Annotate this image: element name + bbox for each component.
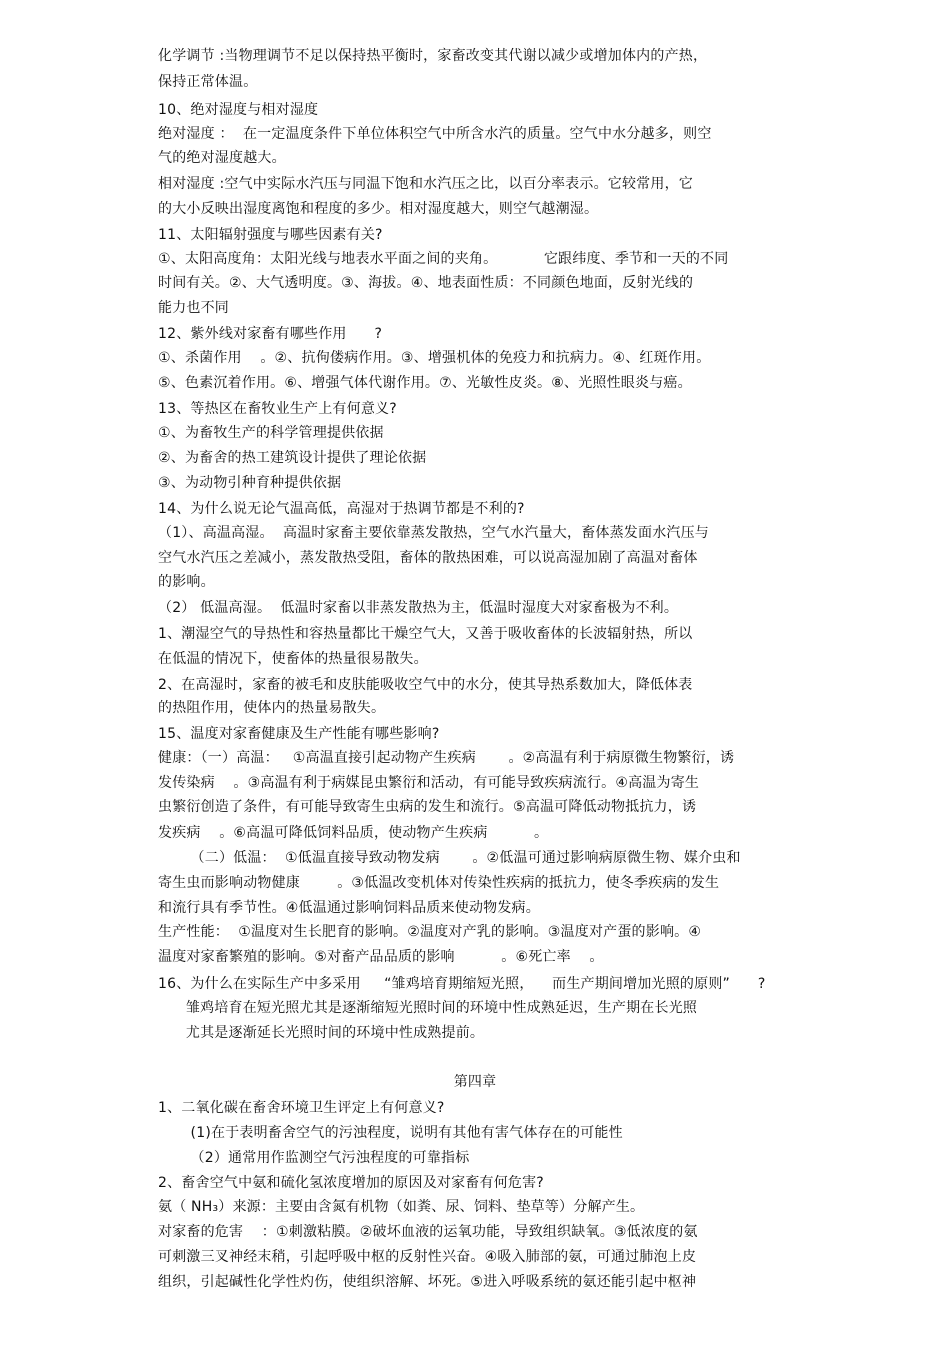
section-heading: 16、为什么在实际生产中多采用 “雏鸡培育期缩短光照， 而生产期间增加光照的原则” ? — [158, 976, 766, 992]
text-line: ②、为畜舍的热工建筑设计提供了理论依据 — [158, 450, 427, 466]
section-heading: 1、二氧化碳在畜舍环境卫生评定上有何意义? — [158, 1100, 445, 1116]
text-line: 尤其是逐渐延长光照时间的环境中性成熟提前。 — [158, 1025, 485, 1041]
text-line: 发疾病 。⑥高温可降低饲料品质，使动物产生疾病 。 — [158, 825, 549, 841]
text-line: 生产性能： ①温度对生长肥育的影响。②温度对产乳的影响。③温度对产蛋的影响。④ — [158, 924, 702, 940]
text-line: ③、为动物引种育种提供依据 — [158, 475, 342, 491]
text-line: 的热阻作用，使体内的热量易散失。 — [158, 700, 386, 716]
section-heading: 10、绝对湿度与相对湿度 — [158, 102, 319, 118]
text-line: 的影响。 — [158, 574, 215, 590]
text-line: 空气水汽压之差减小，蒸发散热受阻，畜体的散热困难，可以说高湿加剧了高温对畜体 — [158, 550, 698, 566]
section-heading: 14、为什么说无论气温高低，高湿对于热调节都是不利的? — [158, 501, 525, 517]
text-line: 1、潮湿空气的导热性和容热量都比干燥空气大，又善于吸收畜体的长波辐射热，所以 — [158, 626, 693, 642]
text-line: 化学调节 :当物理调节不足以保持热平衡时，家畜改变其代谢以减少或增加体内的产热， — [158, 48, 708, 64]
section-heading: 11、太阳辐射强度与哪些因素有关? — [158, 227, 383, 243]
text-line: ①、为畜牧生产的科学管理提供依据 — [158, 425, 384, 441]
text-line: 对家畜的危害 ：①刺激粘膜。②破坏血液的运氧功能，导致组织缺氧。③低浓度的氨 — [158, 1224, 698, 1240]
text-line: 2、在高湿时，家畜的被毛和皮肤能吸收空气中的水分，使其导热系数加大，降低体表 — [158, 677, 693, 693]
text-line: （二）低温： ①低温直接导致动物发病 。②低温可通过影响病原微生物、媒介虫和 — [158, 850, 741, 866]
text-line: 气的绝对湿度越大。 — [158, 150, 286, 166]
text-line: 保持正常体温。 — [158, 74, 258, 90]
section-heading: 15、温度对家畜健康及生产性能有哪些影响? — [158, 726, 440, 742]
section-heading: 12、紫外线对家畜有哪些作用 ? — [158, 326, 383, 342]
text-line: 雏鸡培育在短光照尤其是逐渐缩短光照时间的环境中性成熟延迟，生产期在长光照 — [158, 1000, 698, 1016]
text-line: 可刺激三叉神经末稍，引起呼吸中枢的反射性兴奋。④吸入肺部的氨，可通过肺泡上皮 — [158, 1249, 697, 1265]
text-line: ①、杀菌作用 。②、抗佝偻病作用。③、增强机体的免疫力和抗病力。④、红斑作用。 — [158, 350, 711, 366]
text-line: 虫繁衍创造了条件，有可能导致寄生虫病的发生和流行。⑤高温可降低动物抵抗力，诱 — [158, 799, 697, 815]
text-line: 在低温的情况下，使畜体的热量很易散失。 — [158, 651, 428, 667]
text-line: (1)在于表明畜舍空气的污浊程度，说明有其他有害气体存在的可能性 — [158, 1125, 623, 1141]
text-line: 绝对湿度 ： 在一定温度条件下单位体积空气中所含水汽的质量。空气中水分越多，则空 — [158, 126, 712, 142]
chapter-title: 第四章 — [453, 1074, 497, 1090]
text-line: 健康：（一）高温： ①高温直接引起动物产生疾病 。②高温有利于病原微生物繁衍，诱 — [158, 750, 735, 766]
text-line: 温度对家畜繁殖的影响。⑤对畜产品品质的影响 。⑥死亡率 。 — [158, 949, 604, 965]
text-line: 组织，引起碱性化学性灼伤，使组织溶解、坏死。⑤进入呼吸系统的氨还能引起中枢神 — [158, 1274, 697, 1290]
section-heading: 13、等热区在畜牧业生产上有何意义? — [158, 401, 397, 417]
text-line: 的大小反映出湿度离饱和程度的多少。相对湿度越大，则空气越潮湿。 — [158, 201, 599, 217]
text-line: 相对湿度 :空气中实际水汽压与同温下饱和水汽压之比，以百分率表示。它较常用，它 — [158, 176, 693, 192]
text-line: 和流行具有季节性。④低温通过影响饲料品质来使动物发病。 — [158, 900, 540, 916]
text-line: 发传染病 。③高温有利于病媒昆虫繁衍和活动，有可能导致疾病流行。④高温为寄生 — [158, 775, 700, 791]
text-line: 寄生虫而影响动物健康 。③低温改变机体对传染性疾病的抵抗力，使冬季疾病的发生 — [158, 875, 720, 891]
text-line: 氨（ NH₃）来源：主要由含氮有机物（如粪、尿、饲料、垫草等）分解产生。 — [158, 1199, 645, 1215]
text-line: （1）、高温高湿。 高温时家畜主要依靠蒸发散热，空气水汽量大，畜体蒸发面水汽压与 — [158, 525, 710, 541]
text-line: （2）通常用作监测空气污浊程度的可靠指标 — [158, 1150, 470, 1166]
text-line: ⑤、色素沉着作用。⑥、增强气体代谢作用。⑦、光敏性皮炎。⑧、光照性眼炎与癌。 — [158, 375, 692, 391]
text-line: 能力也不同 — [158, 300, 229, 316]
section-heading: 2、畜舍空气中氨和硫化氢浓度增加的原因及对家畜有何危害? — [158, 1175, 544, 1191]
text-line: （2） 低温高湿。 低温时家畜以非蒸发散热为主，低温时湿度大对家畜极为不利。 — [158, 600, 679, 616]
text-line: 时间有关。②、大气透明度。③、海拔。④、地表面性质：不同颜色地面，反射光线的 — [158, 275, 694, 291]
text-line: ①、太阳高度角：太阳光线与地表水平面之间的夹角。 它跟纬度、季节和一天的不同 — [158, 251, 729, 267]
